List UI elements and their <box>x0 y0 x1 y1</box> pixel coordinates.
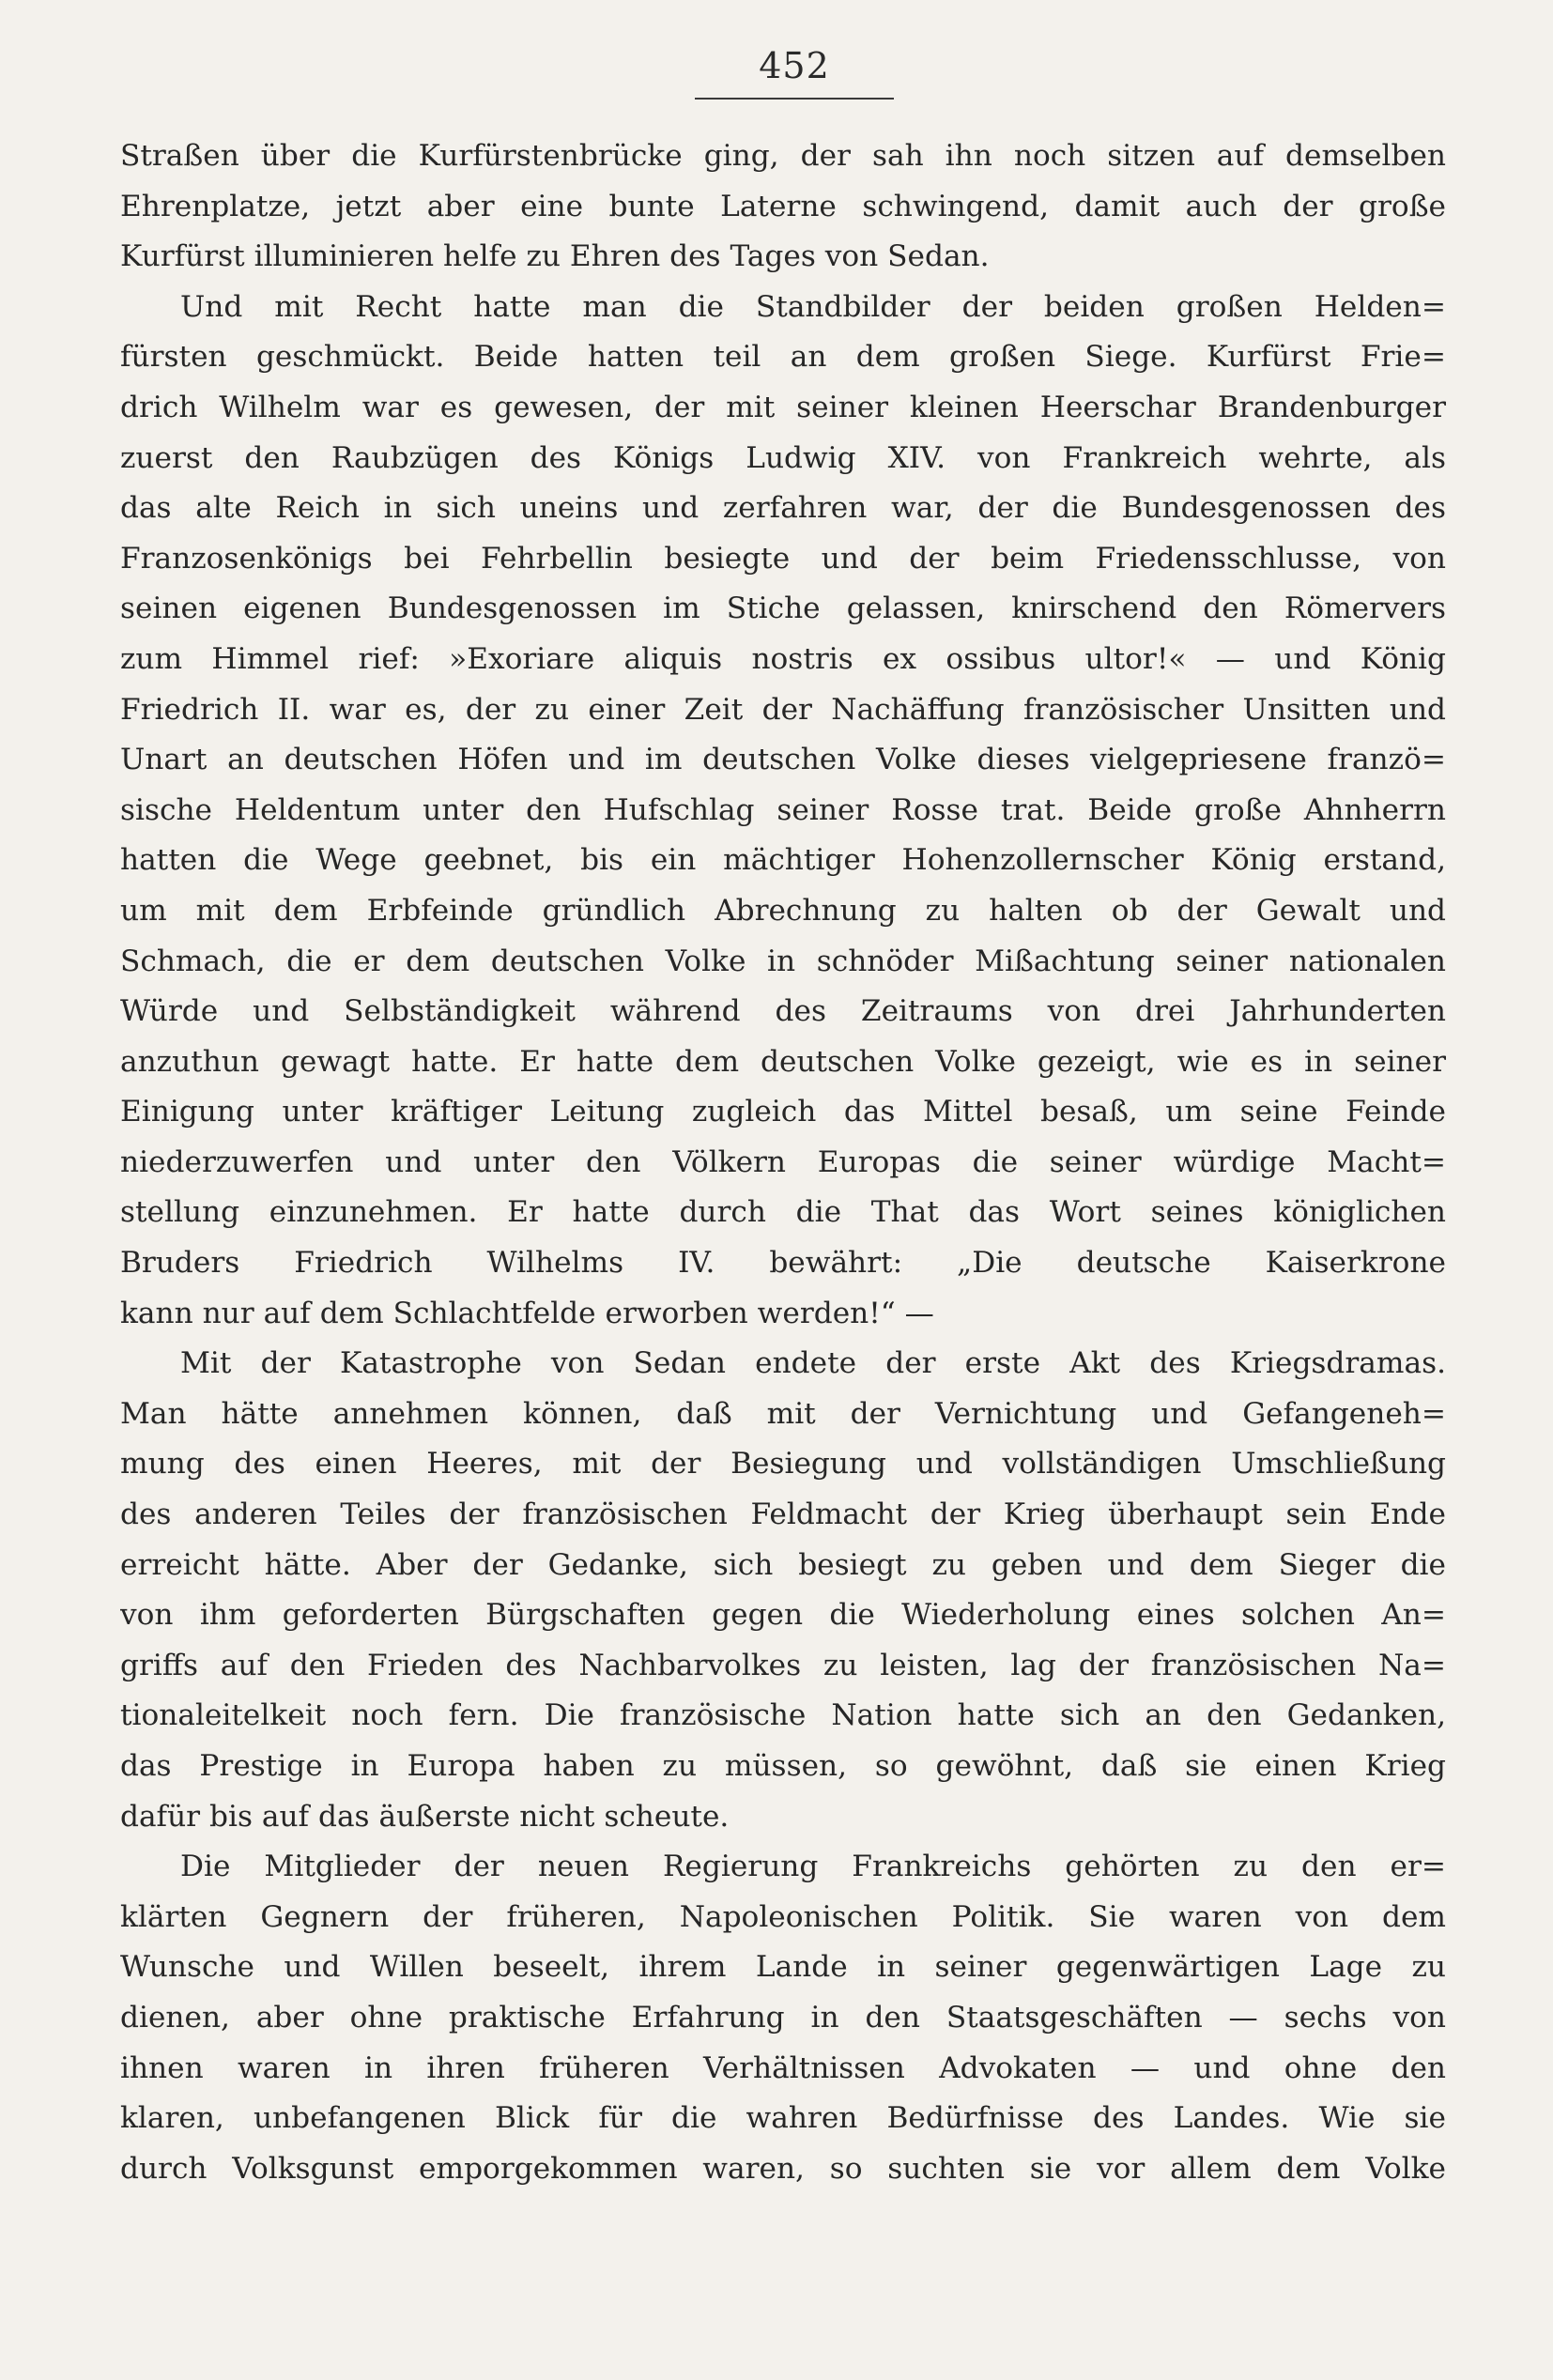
text-line: hatten die Wege geebnet, bis ein mächtiger Hohenzollernscher König erstand, <box>120 843 1446 878</box>
text-line: Die Mitglieder der neuen Regierung Frankreichs gehörten zu den er= <box>180 1850 1446 1884</box>
text-line: klärten Gegnern der früheren, Napoleonischen Politik. Sie waren von dem <box>120 1899 1446 1934</box>
text-line: Würde und Selbständigkeit während des Zeitraums von drei Jahrhunderten <box>120 994 1446 1029</box>
text-line: dafür bis auf das äußerste nicht scheute. <box>120 1799 730 1834</box>
text-line: das Prestige in Europa haben zu müssen, so gewöhnt, daß sie einen Krieg <box>120 1749 1446 1783</box>
text-line: niederzuwerfen und unter den Völkern Europas die seiner würdige Macht= <box>120 1144 1446 1179</box>
text-line: Man hätte annehmen können, daß mit der Vernichtung und Gefangeneh= <box>120 1396 1446 1431</box>
text-line: erreicht hätte. Aber der Gedanke, sich besiegt zu geben und dem Sieger die <box>120 1547 1446 1582</box>
text-line: Bruders Friedrich Wilhelms IV. bewährt: „Die deutsche Kaiserkrone <box>120 1246 1446 1281</box>
header-rule <box>695 98 894 100</box>
text-line: mung des einen Heeres, mit der Besiegung und vollständigen Umschließung <box>120 1447 1446 1482</box>
page-number: 452 <box>759 45 830 86</box>
body-text <box>120 131 1446 2194</box>
text-line: seinen eigenen Bundesgenossen im Stiche gelassen, knirschend den Römervers <box>120 591 1446 626</box>
text-line: Wunsche und Willen beseelt, ihrem Lande in seiner gegenwärtigen Lage zu <box>120 1950 1446 1985</box>
text-line: sische Heldentum unter den Hufschlag seiner Rosse trat. Beide große Ahnherrn <box>120 792 1446 827</box>
text-line: Straßen über die Kurfürstenbrücke ging, der sah ihn noch sitzen auf demselben <box>120 139 1446 173</box>
text-line: anzuthun gewagt hatte. Er hatte dem deutschen Volke gezeigt, wie es in seiner <box>120 1044 1446 1079</box>
text-line: stellung einzunehmen. Er hatte durch die That das Wort seines königlichen <box>120 1195 1446 1230</box>
text-line: Franzosenkönigs bei Fehrbellin besiegte und der beim Friedensschlusse, von <box>120 541 1446 576</box>
text-line: von ihm geforderten Bürgschaften gegen die Wiederholung eines solchen An= <box>120 1598 1446 1633</box>
text-line: das alte Reich in sich uneins und zerfahren war, der die Bundesgenossen des <box>120 491 1446 526</box>
text-line: Und mit Recht hatte man die Standbilder der beiden großen Helden= <box>180 289 1446 324</box>
text-line: Einigung unter kräftiger Leitung zugleich das Mittel besaß, um seine Feinde <box>120 1095 1446 1129</box>
text-line: zuerst den Raubzügen des Königs Ludwig XIV. von Frankreich wehrte, als <box>120 440 1446 475</box>
text-line: klaren, unbefangenen Blick für die wahren Bedürfnisse des Landes. Wie sie <box>120 2101 1446 2136</box>
text-line: drich Wilhelm war es gewesen, der mit seiner kleinen Heerschar Brandenburger <box>120 390 1446 424</box>
text-line: griffs auf den Frieden des Nachbarvolkes zu leisten, lag der französischen Na= <box>120 1648 1446 1682</box>
text-line: kann nur auf dem Schlachtfelde erworben werden!“ — <box>120 1296 934 1330</box>
text-line: dienen, aber ohne praktische Erfahrung in den Staatsgeschäften — sechs von <box>120 2000 1446 2035</box>
text-line: ihnen waren in ihren früheren Verhältnissen Advokaten — und ohne den <box>120 2050 1446 2085</box>
text-line: durch Volksgunst emporgekommen waren, so suchten sie vor allem dem Volke <box>120 2151 1446 2186</box>
text-line: des anderen Teiles der französischen Feldmacht der Krieg überhaupt sein Ende <box>120 1497 1446 1532</box>
text-line: Kurfürst illuminieren helfe zu Ehren des Tages von Sedan. <box>120 239 990 274</box>
text-line: zum Himmel rief: »Exoriare aliquis nostris ex ossibus ultor!« — und König <box>120 641 1446 676</box>
text-line: um mit dem Erbfeinde gründlich Abrechnung zu halten ob der Gewalt und <box>120 893 1446 928</box>
text-line: Mit der Katastrophe von Sedan endete der erste Akt des Kriegsdramas. <box>180 1346 1446 1381</box>
text-line: Schmach, die er dem deutschen Volke in schnöder Mißachtung seiner nationalen <box>120 944 1446 978</box>
text-line: Friedrich II. war es, der zu einer Zeit der Nachäffung französischer Unsitten und <box>120 692 1446 727</box>
text-line: tionaleitelkeit noch fern. Die französische Nation hatte sich an den Gedanken, <box>120 1698 1446 1733</box>
text-line: Ehrenplatze, jetzt aber eine bunte Laterne schwingend, damit auch der große <box>120 189 1446 223</box>
page-header <box>695 45 894 100</box>
text-line: fürsten geschmückt. Beide hatten teil an dem großen Siege. Kurfürst Frie= <box>120 340 1446 375</box>
text-line: Unart an deutschen Höfen und im deutschen Volke dieses vielgepriesene franzö= <box>120 743 1446 777</box>
